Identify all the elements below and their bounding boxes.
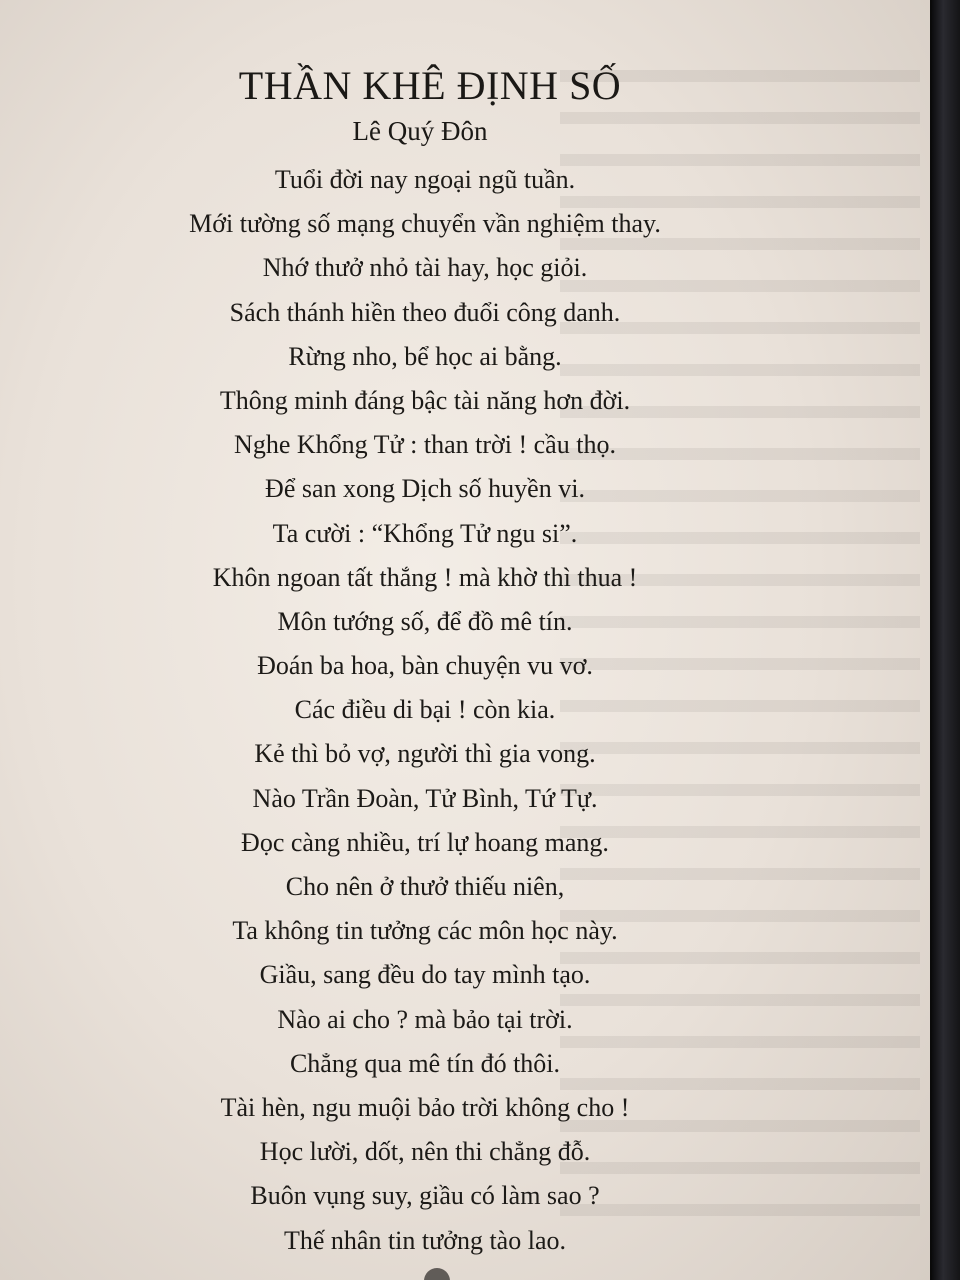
poem-line: Các điều di bại ! còn kia. [294, 695, 556, 725]
poem-line: Mới tường số mạng chuyển vần nghiệm thay. [189, 209, 661, 239]
poem-line: Sách thánh hiền theo đuổi công danh. [229, 297, 621, 327]
book-spine [932, 0, 960, 1280]
poem-line: Thông minh đáng bậc tài năng hơn đời. [219, 385, 631, 415]
poem-line: Kẻ thì bỏ vợ, người thì gia vong. [254, 739, 596, 769]
poem-line: Chẳng qua mê tín đó thôi. [289, 1048, 561, 1078]
poem-line: Thế nhân tin tưởng tào lao. [283, 1225, 566, 1255]
poem-line: Buôn vụng suy, giầu có làm sao ? [250, 1181, 600, 1211]
poem-line: Ta cười : “Khổng Tử ngu si”. [272, 518, 578, 548]
poem-body [0, 158, 850, 1263]
poem-line: Rừng nho, bể học ai bằng. [288, 341, 562, 371]
poem-author: Lê Quý Đôn [352, 116, 488, 146]
poem-line: Ta không tin tưởng các môn học này. [232, 916, 618, 946]
poem-line: Nhớ thưở nhỏ tài hay, học giỏi. [262, 253, 588, 283]
poem-line: Đoán ba hoa, bàn chuyện vu vơ. [257, 651, 593, 681]
poem-line: Cho nên ở thưở thiếu niên, [285, 872, 565, 901]
poem-line: Tài hèn, ngu muội bảo trời không cho ! [220, 1092, 630, 1122]
poem-line: Nào ai cho ? mà bảo tại trời. [277, 1004, 573, 1034]
poem-title: THẦN KHÊ ĐỊNH SỐ [238, 63, 622, 108]
poem-line: Khôn ngoan tất thắng ! mà khờ thì thua ! [212, 562, 638, 592]
poem-line: Nghe Khổng Tử : than trời ! cầu thọ. [234, 430, 616, 460]
poem-line: Học lười, dốt, nên thi chẳng đỗ. [259, 1137, 591, 1167]
poem-line: Để san xong Dịch số huyền vi. [265, 474, 585, 504]
poem-line: Nào Trần Đoàn, Tử Bình, Tứ Tự. [252, 783, 598, 813]
page-bottom-mark [424, 1268, 450, 1280]
poem-line: Tuổi đời nay ngoại ngũ tuần. [274, 165, 576, 194]
poem-line: Giầu, sang đều do tay mình tạo. [259, 960, 591, 990]
poem-line: Đọc càng nhiều, trí lự hoang mang. [241, 827, 609, 857]
poem-line: Môn tướng số, để đồ mê tín. [277, 606, 573, 636]
